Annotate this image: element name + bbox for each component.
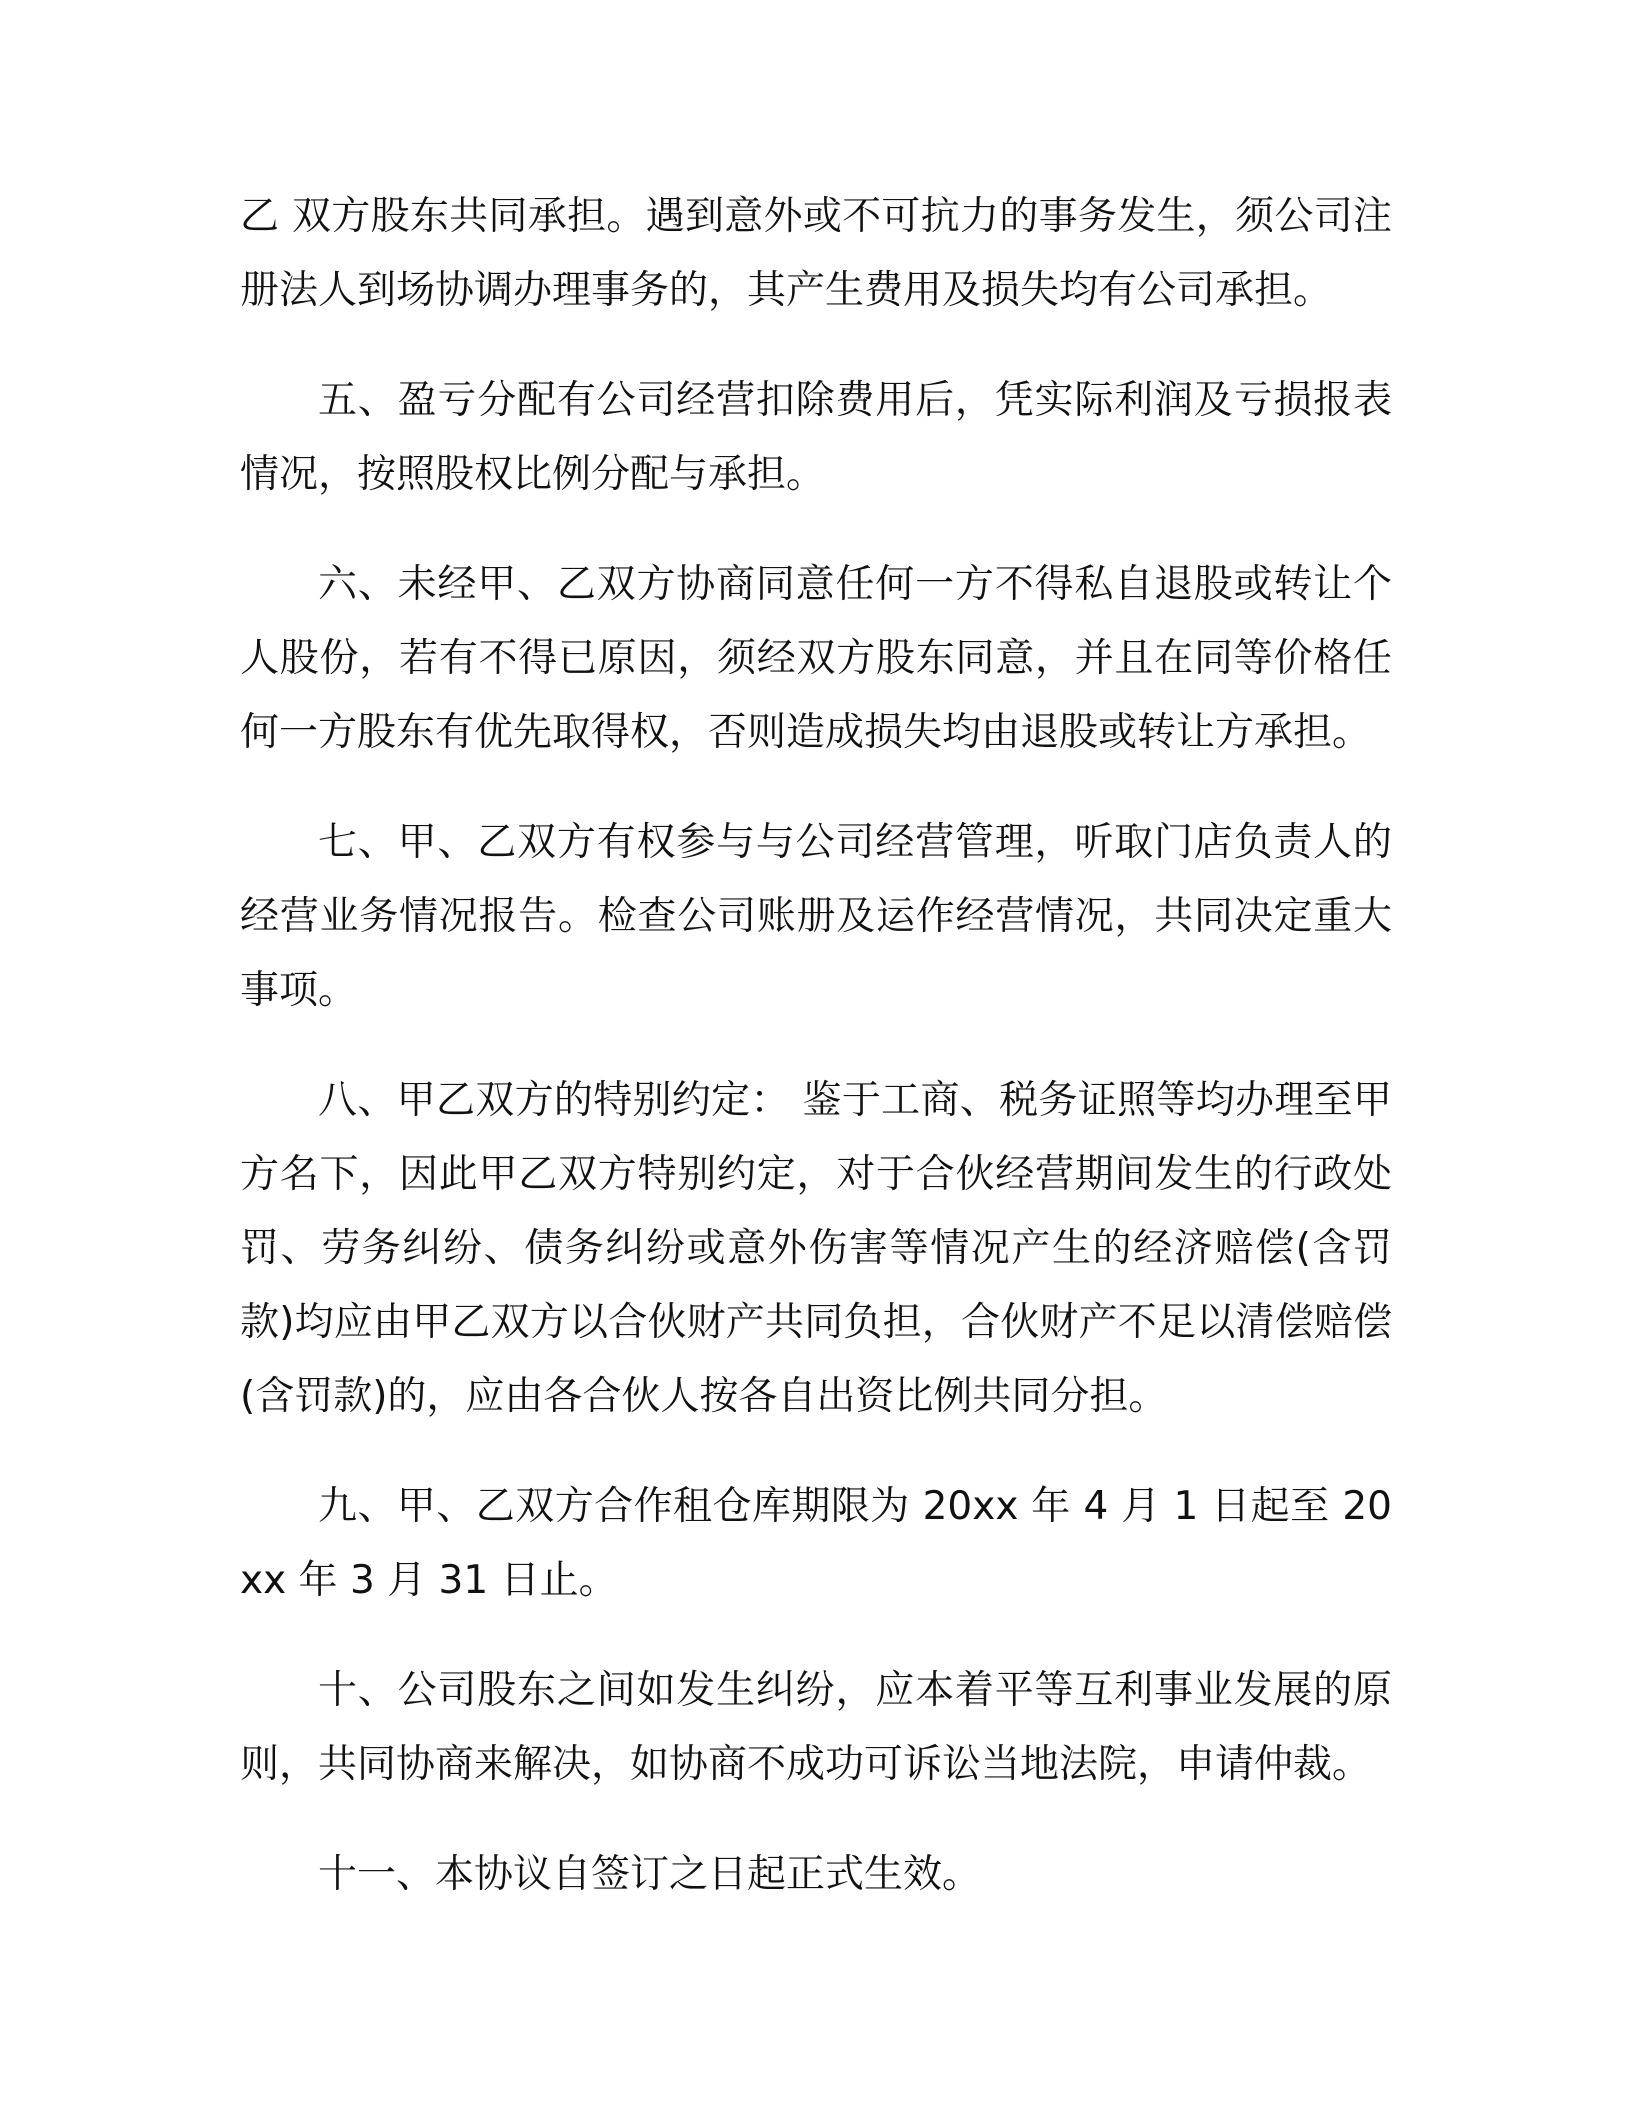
paragraph-clause-8: 八、甲乙双方的特别约定： 鉴于工商、税务证照等均办理至甲方名下，因此甲乙双方特别约定，对于合伙经营期间发生的行政处罚、劳务纠纷、债务纠纷或意外伤害等情况产生的经济赔偿(含罚款)均应由甲乙双方以合伙财产共同负担，合伙财产不足以清偿赔偿(含罚款)的，应由各合伙人按各自出资比例共同分担。 — [240, 1078, 1392, 1419]
paragraph-clause-7: 七、甲、乙双方有权参与与公司经营管理，听取门店负责人的经营业务情况报告。检查公司账册及运作经营情况，共同决定重大事项。 — [240, 820, 1392, 1013]
paragraph-continuation: 乙 双方股东共同承担。遇到意外或不可抗力的事务发生，须公司注册法人到场协调办理事务的，其产生费用及损失均有公司承担。 — [240, 194, 1392, 313]
paragraph-clause-10: 十、公司股东之间如发生纠纷，应本着平等互利事业发展的原则，共同协商来解决，如协商不成功可诉讼当地法院，申请仲裁。 — [240, 1668, 1392, 1787]
paragraph-clause-6: 六、未经甲、乙双方协商同意任何一方不得私自退股或转让个人股份，若有不得已原因，须经双方股东同意，并且在同等价格任何一方股东有优先取得权，否则造成损失均由退股或转让方承担。 — [240, 562, 1392, 755]
document-body — [240, 180, 1392, 1948]
paragraph-clause-5: 五、盈亏分配有公司经营扣除费用后，凭实际利润及亏损报表情况，按照股权比例分配与承担。 — [240, 378, 1392, 497]
paragraph-clause-9: 九、甲、乙双方合作租仓库期限为 20xx 年 4 月 1 日起至 20xx 年 3 月 31 日止。 — [240, 1484, 1392, 1603]
paragraph-clause-11: 十一、本协议自签订之日起正式生效。 — [318, 1852, 982, 1897]
